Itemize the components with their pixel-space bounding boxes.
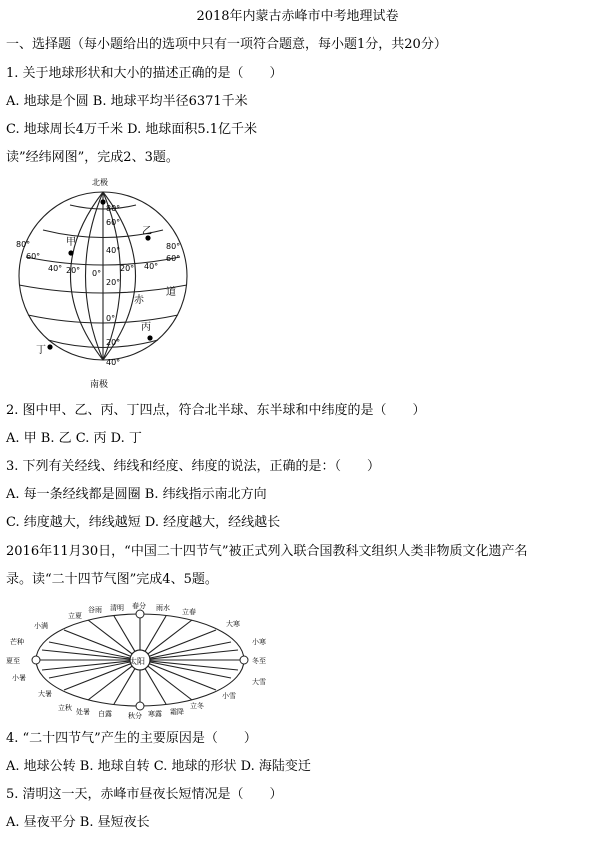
term-label: 大雪 <box>252 678 266 686</box>
term-label: 立冬 <box>190 702 204 710</box>
point-bing-label: 丙 <box>141 322 151 333</box>
center-lat-label: 80° <box>106 204 121 213</box>
south-pole-label: 南极 <box>90 380 109 390</box>
lat-label-left: 40° <box>48 264 63 273</box>
term-label: 芒种 <box>10 638 24 646</box>
lat-label-left: 20° <box>66 266 81 275</box>
page-title: 2018年内蒙古赤峰市中考地理试卷 <box>196 9 399 24</box>
center-lat-label: 0° <box>106 314 116 323</box>
center-lat-label: 60° <box>106 218 121 227</box>
latitude-longitude-globe-figure <box>8 175 193 390</box>
solar-terms-orbit-figure <box>4 602 294 720</box>
lat-label-left: 80° <box>16 240 31 249</box>
term-label: 立春 <box>182 608 196 616</box>
center-lat-label: 20° <box>106 338 121 347</box>
question-4-stem: 4. “二十四节气”产生的主要原因是（ ） <box>6 731 257 746</box>
center-lat-label: 20° <box>106 278 121 287</box>
lat-label-right: 40° <box>144 262 159 271</box>
lat-label-left: 60° <box>26 252 41 261</box>
question-3-options-ab: A. 每一条经线都是圆圈 B. 纬线指示南北方向 <box>6 487 267 502</box>
term-label: 小寒 <box>252 638 266 646</box>
term-label: 小暑 <box>12 674 26 682</box>
question-3-options-cd: C. 纬度越大，纬线越短 D. 经度越大，经线越长 <box>6 515 281 530</box>
term-label: 春分 <box>132 602 146 610</box>
equator-label: 赤 <box>134 295 144 306</box>
term-label: 霜降 <box>170 708 184 716</box>
lat-label-left: 0° <box>92 269 102 278</box>
question-5-options: A. 昼夜平分 B. 昼短夜长 <box>6 815 150 830</box>
term-label: 清明 <box>110 604 124 612</box>
question-1-options-ab: A. 地球是个圆 B. 地球平均半径6371千米 <box>6 94 248 109</box>
sun-label: 太阳 <box>129 657 145 666</box>
term-label: 冬至 <box>252 657 266 665</box>
intro-paragraph-line2: 录。读“二十四节气图”完成4、5题。 <box>6 572 218 587</box>
lat-label-right: 80° <box>166 242 181 251</box>
term-label: 夏至 <box>6 657 20 665</box>
term-label: 雨水 <box>156 604 170 612</box>
intro-paragraph-line1: 2016年11月30日，“中国二十四节气”被正式列入联合国教科文组织人类非物质文化遗产名 <box>6 544 528 559</box>
term-label: 立秋 <box>58 704 72 712</box>
question-2-stem: 2. 图中甲、乙、丙、丁四点，符合北半球、东半球和中纬度的是（ ） <box>6 403 426 418</box>
point-jia-label: 甲 <box>66 237 76 248</box>
term-label: 寒露 <box>148 710 162 718</box>
north-pole-label: 北极 <box>92 178 108 187</box>
term-label: 立夏 <box>68 612 82 620</box>
point-yi-label: 乙 <box>142 226 152 237</box>
lat-label-right: 20° <box>120 264 135 273</box>
term-label: 秋分 <box>128 712 142 720</box>
term-label: 大寒 <box>226 620 240 628</box>
question-4-options: A. 地球公转 B. 地球自转 C. 地球的形状 D. 海陆变迁 <box>6 759 311 774</box>
term-label: 白露 <box>98 710 112 718</box>
term-label: 小满 <box>34 622 48 630</box>
term-label: 小雪 <box>222 692 236 700</box>
point-ding-label: 丁 <box>36 345 46 356</box>
question-3-stem: 3. 下列有关经线、纬线和经度、纬度的说法，正确的是：（ ） <box>6 459 381 474</box>
lat-label-right: 60° <box>166 254 181 263</box>
reading-instruction-globe: 读”经纬网图”，完成2、3题。 <box>6 150 179 165</box>
question-1-options-cd: C. 地球周长4万千米 D. 地球面积5.1亿千米 <box>6 122 258 137</box>
center-lat-label: 40° <box>106 358 121 367</box>
question-2-options: A. 甲 B. 乙 C. 丙 D. 丁 <box>6 431 142 446</box>
equator-label: 道 <box>166 287 176 298</box>
term-label: 大暑 <box>38 690 52 698</box>
term-label: 处暑 <box>76 708 90 716</box>
term-label: 谷雨 <box>88 606 102 614</box>
center-lat-label: 40° <box>106 246 121 255</box>
section-heading: 一、选择题（每小题给出的选项中只有一项符合题意，每小题1分，共20分） <box>6 37 447 52</box>
question-1-stem: 1. 关于地球形状和大小的描述正确的是（ ） <box>6 66 283 81</box>
question-5-stem: 5. 清明这一天，赤峰市昼夜长短情况是（ ） <box>6 787 283 802</box>
